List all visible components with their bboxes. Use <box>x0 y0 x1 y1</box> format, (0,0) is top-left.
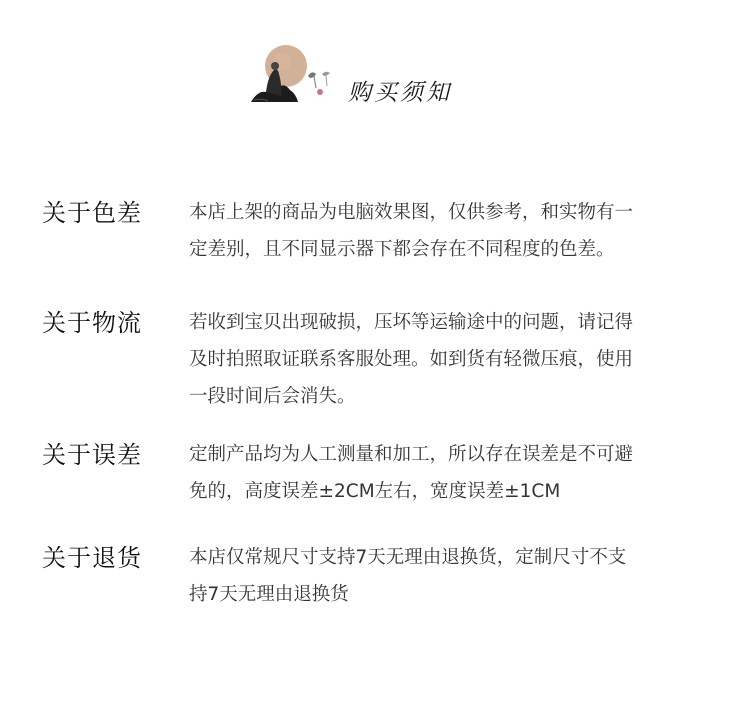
section-title: 关于物流 <box>42 309 142 337</box>
page-title: 购买须知 <box>348 80 452 106</box>
ink-painting-logo-icon <box>248 40 343 110</box>
body-line: 定差别，且不同显示器下都会存在不同程度的色差。 <box>189 239 615 260</box>
body-line: 免的，高度误差±2CM左右，宽度误差±1CM <box>189 481 561 502</box>
section-logistics <box>42 303 712 413</box>
section-title: 关于误差 <box>42 441 142 469</box>
section-body <box>189 436 709 510</box>
body-line: 本店仅常规尺寸支持7天无理由退换货，定制尺寸不支 <box>189 547 627 568</box>
section-body <box>189 304 709 415</box>
section-title: 关于色差 <box>42 199 142 227</box>
body-line: 及时拍照取证联系客服处理。如到货有轻微压痕，使用 <box>189 349 634 370</box>
section-title: 关于退货 <box>42 544 142 572</box>
body-line: 若收到宝贝出现破损，压坏等运输途中的问题，请记得 <box>189 312 634 333</box>
body-line: 一段时间后会消失。 <box>189 386 356 407</box>
section-measurement-error <box>42 435 712 510</box>
section-body <box>189 194 709 268</box>
body-line: 定制产品均为人工测量和加工，所以存在误差是不可避 <box>189 444 634 465</box>
body-line: 持7天无理由退换货 <box>189 584 349 605</box>
page-header <box>248 40 478 110</box>
section-returns <box>42 538 712 613</box>
section-body <box>189 539 709 613</box>
body-line: 本店上架的商品为电脑效果图，仅供参考，和实物有一 <box>189 202 634 223</box>
section-color-difference <box>42 193 712 263</box>
